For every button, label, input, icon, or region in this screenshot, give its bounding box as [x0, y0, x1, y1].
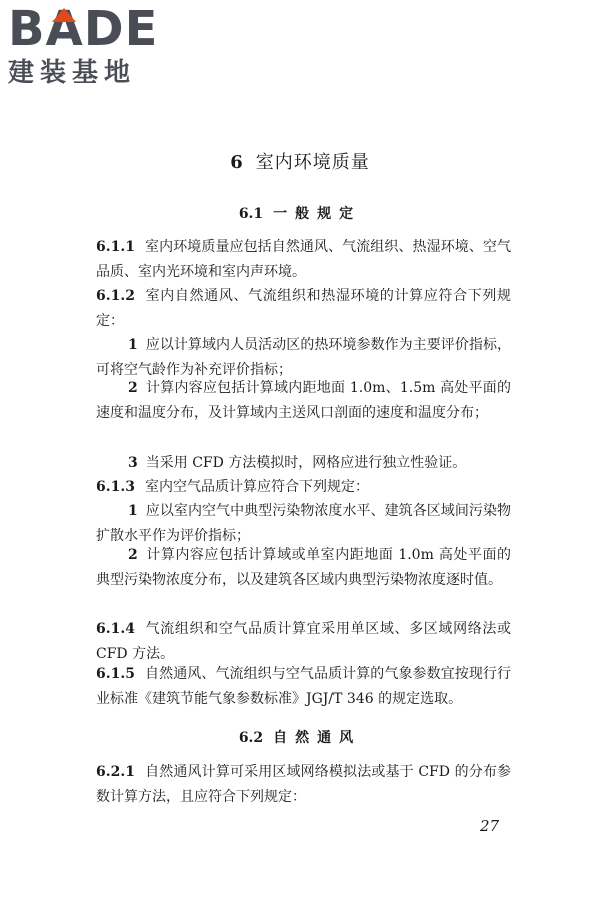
clause-6-1-2-item-1: 1 应以计算域内人员活动区的热环境参数作为主要评价指标，可将空气龄作为补充评价指标； [96, 337, 511, 378]
page-number: 27 [480, 817, 500, 835]
section-heading-6-1: 6.1 一般规定 [238, 206, 362, 222]
clause-6-1-3-item-2: 2 计算内容应包括计算域或单室内距地面 1.0m 高处平面的典型污染物浓度分布，以及建筑各区域内典型污染物浓度逐时值。 [96, 547, 511, 588]
clause-6-1-2: 6.1.2 室内自然通风、气流组织和热湿环境的计算应符合下列规定： [96, 288, 511, 329]
section-heading-6-2: 6.2 自然通风 [238, 730, 362, 746]
clause-6-1-2-item-3: 3 当采用 CFD 方法模拟时，网格应进行独立性验证。 [128, 455, 467, 471]
clause-6-1-3-item-1: 1 应以室内空气中典型污染物浓度水平、建筑各区域间污染物扩散水平作为评价指标； [96, 503, 511, 544]
clause-6-1-2-item-2: 2 计算内容应包括计算域内距地面 1.0m、1.5m 高处平面的速度和温度分布，及计算域内主送风口剖面的速度和温度分布； [96, 380, 511, 421]
brand-logo [8, 1, 178, 88]
chapter-number: 6 [230, 152, 244, 173]
clause-6-1-1: 6.1.1 室内环境质量应包括自然通风、气流组织、热湿环境、空气品质、室内光环境和室内声环境。 [96, 239, 511, 280]
logo-accent-triangle [52, 8, 76, 22]
chapter-title: 室内环境质量 [255, 152, 370, 173]
logo-chinese-name: 建装基地 [8, 58, 137, 88]
chapter-heading [0, 148, 600, 174]
clause-6-1-3: 6.1.3 室内空气品质计算应符合下列规定： [96, 479, 369, 495]
clause-6-1-5: 6.1.5 自然通风、气流组织与空气品质计算的气象参数宜按现行行业标准《建筑节能气象参数标准》JGJ/T 346 的规定选取。 [96, 666, 511, 707]
logo-wordmark: BA DE [8, 1, 159, 57]
clause-6-2-1: 6.2.1 自然通风计算可采用区域网络模拟法或基于 CFD 的分布参数计算方法，且应符合下列规定： [96, 764, 511, 805]
clause-6-1-4: 6.1.4 气流组织和空气品质计算宜采用单区域、多区域网络法或 CFD 方法。 [96, 621, 511, 662]
